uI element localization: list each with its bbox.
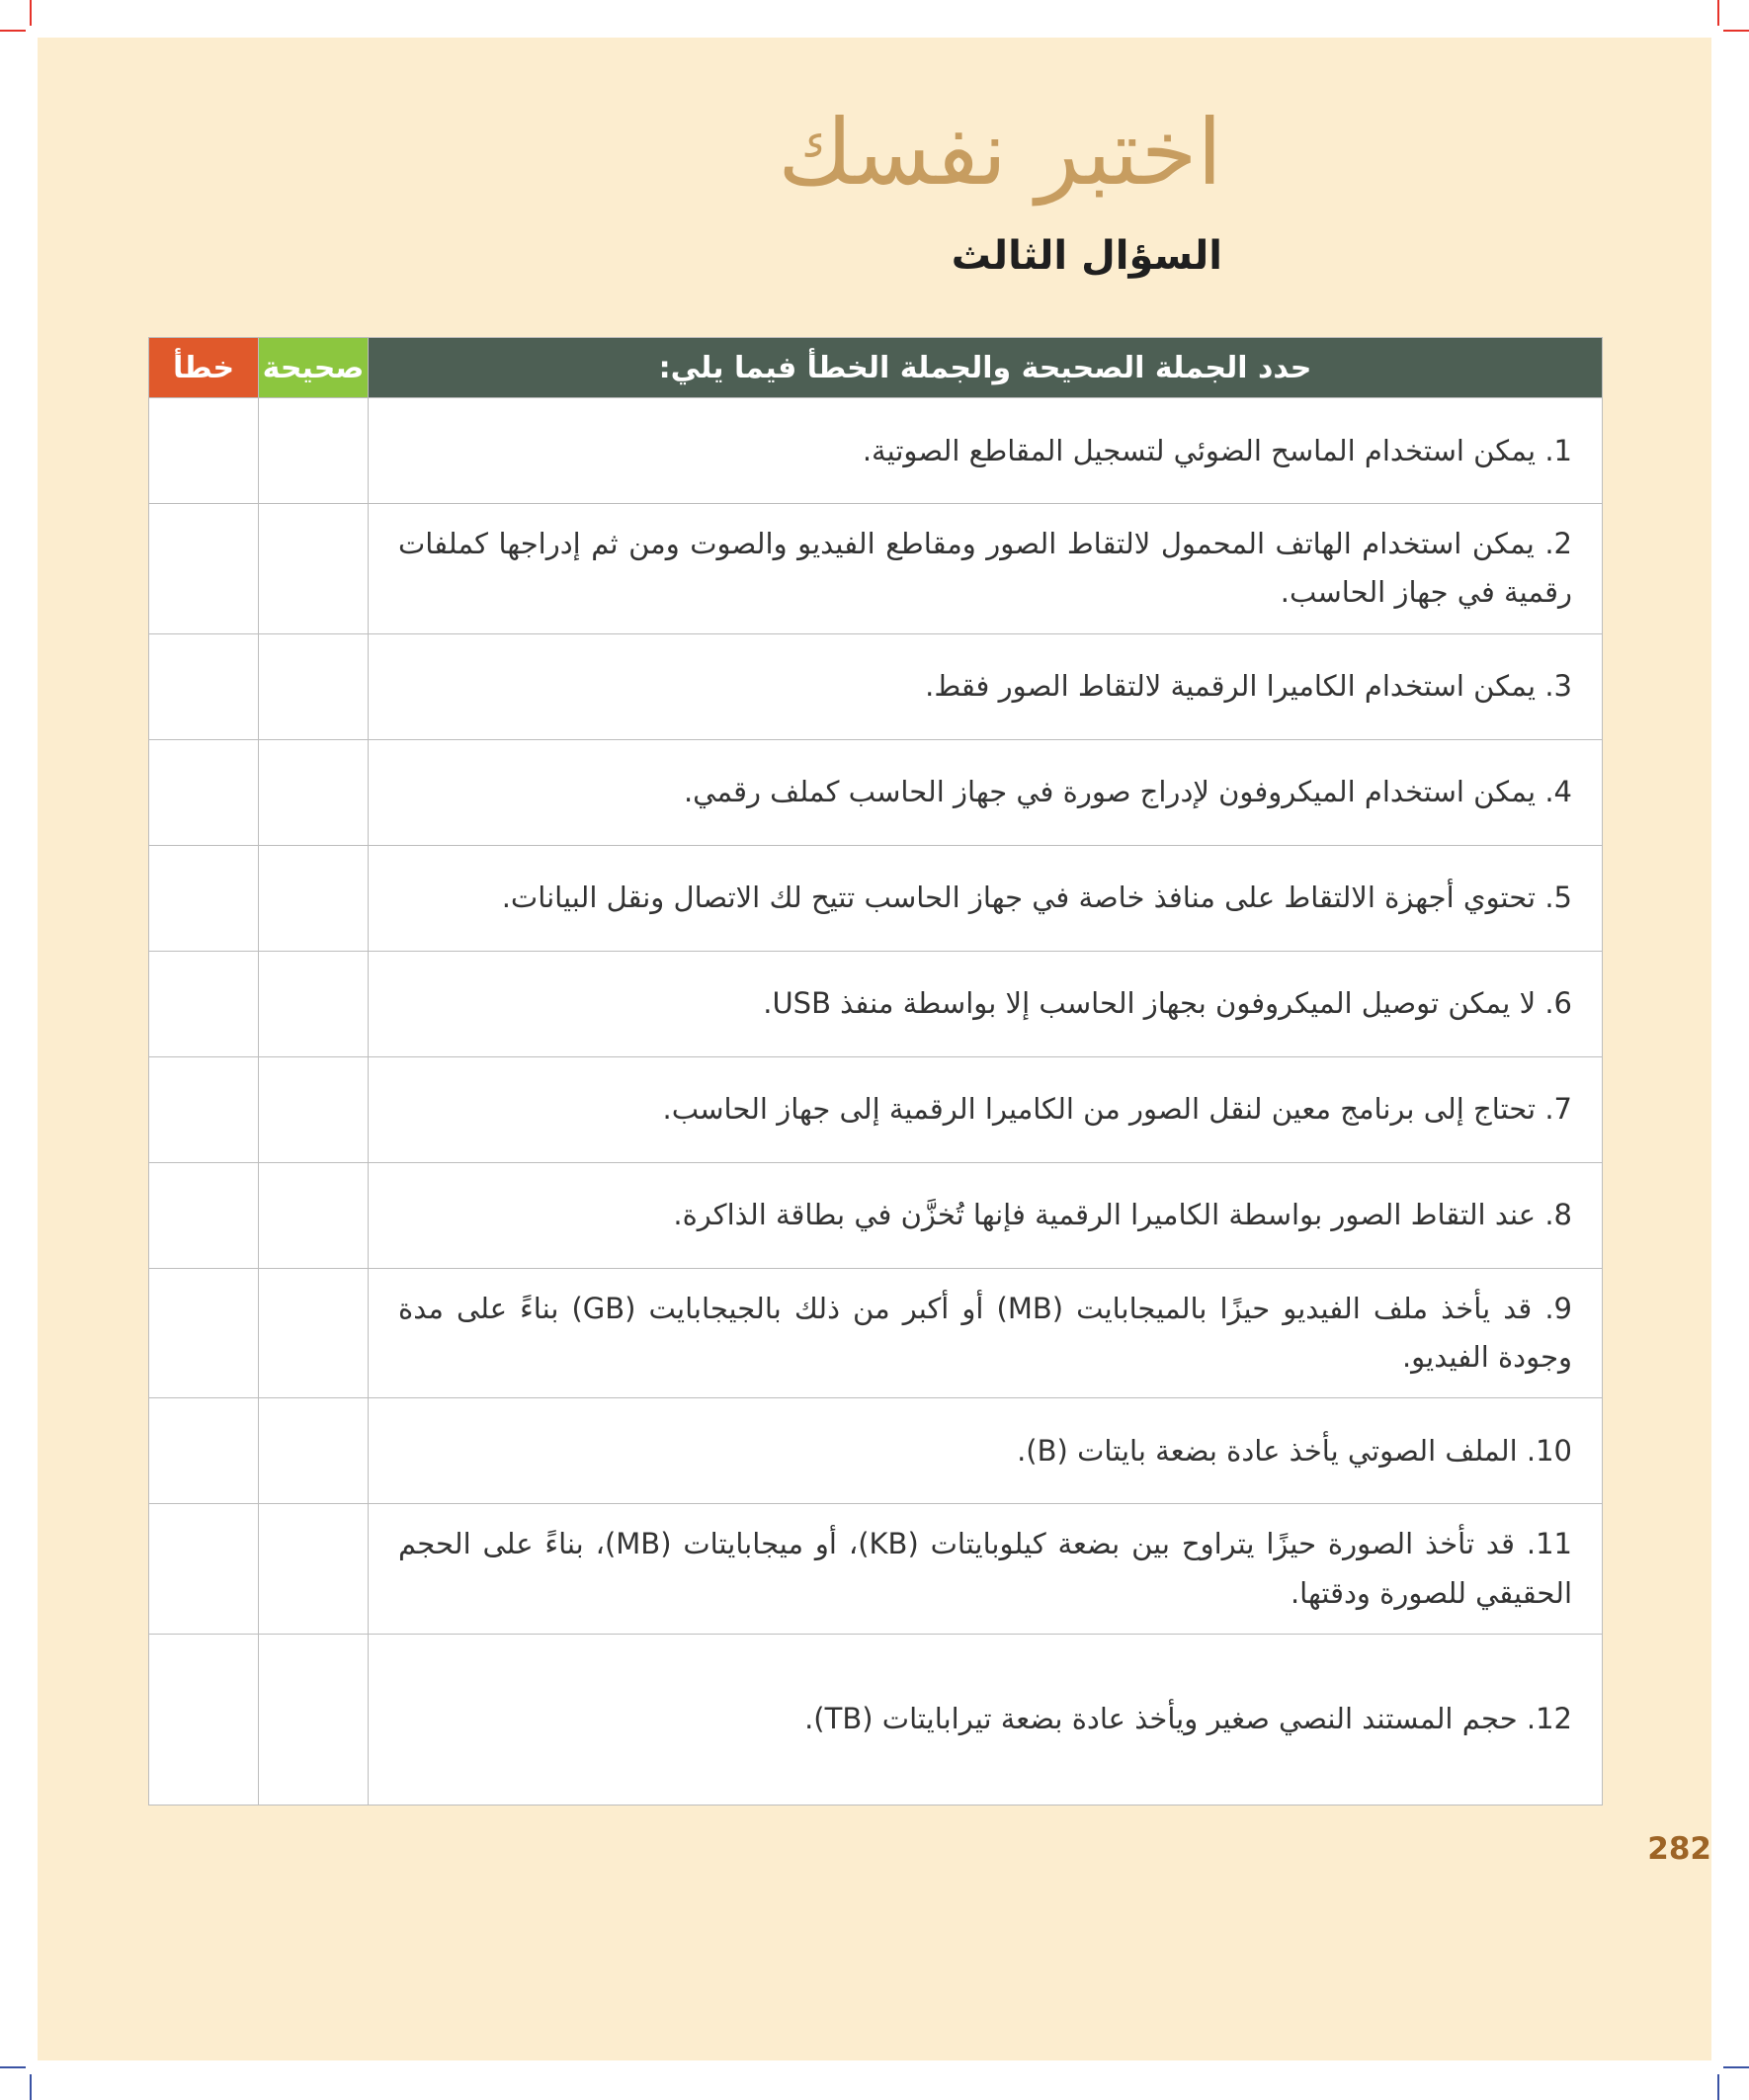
correct-answer-cell[interactable] bbox=[259, 1504, 368, 1634]
statement-cell bbox=[369, 1057, 1602, 1162]
page-title: اختبر نفسك bbox=[778, 100, 1222, 206]
statement-cell bbox=[369, 952, 1602, 1056]
statement-text: 8. عند التقاط الصور بواسطة الكاميرا الرقمية فإنها تُخزَّن في بطاقة الذاكرة. bbox=[673, 1198, 1572, 1232]
wrong-answer-cell[interactable] bbox=[149, 398, 258, 503]
true-false-table bbox=[148, 337, 1603, 1806]
statement-text: 2. يمكن استخدام الهاتف المحمول لالتقاط الصور ومقاطع الفيديو والصوت ومن ثم إدراجها كملفات رقمية في جهاز الحاسب. bbox=[398, 527, 1572, 610]
wrong-answer-cell[interactable] bbox=[149, 634, 258, 739]
correct-answer-cell[interactable] bbox=[259, 504, 368, 633]
crop-mark-top-left-vertical bbox=[30, 0, 32, 26]
statement-text: 11. قد تأخذ الصورة حيزًا يتراوح بين بضعة كيلوبايتات (KB)، أو ميجابايتات (MB)، بناءً على الحجم الحقيقي للصورة ودقتها. bbox=[398, 1527, 1572, 1610]
wrong-answer-cell[interactable] bbox=[149, 1163, 258, 1268]
wrong-answer-cell[interactable] bbox=[149, 952, 258, 1056]
statement-cell bbox=[369, 740, 1602, 845]
wrong-answer-cell[interactable] bbox=[149, 1057, 258, 1162]
headings-block bbox=[38, 38, 1711, 280]
correct-answer-cell[interactable] bbox=[259, 952, 368, 1056]
statement-text: 7. تحتاج إلى برنامج معين لنقل الصور من الكاميرا الرقمية إلى جهاز الحاسب. bbox=[662, 1092, 1572, 1127]
wrong-answer-cell[interactable] bbox=[149, 1504, 258, 1634]
statement-cell bbox=[369, 504, 1602, 633]
correct-answer-cell[interactable] bbox=[259, 634, 368, 739]
wrong-answer-cell[interactable] bbox=[149, 504, 258, 633]
wrong-header-cell: خطأ bbox=[149, 338, 258, 397]
statement-text: 9. قد يأخذ ملف الفيديو حيزًا بالميجابايت (MB) أو أكبر من ذلك بالجيجابايت (GB) بناءً على مدة وجودة الفيديو. bbox=[398, 1291, 1572, 1375]
statement-text: 3. يمكن استخدام الكاميرا الرقمية لالتقاط الصور فقط. bbox=[925, 669, 1572, 704]
statement-text: 4. يمكن استخدام الميكروفون لإدراج صورة في جهاز الحاسب كملف رقمي. bbox=[683, 775, 1572, 809]
correct-header-cell: صحيحة bbox=[259, 338, 368, 397]
correct-answer-cell[interactable] bbox=[259, 1269, 368, 1398]
correct-answer-cell[interactable] bbox=[259, 1163, 368, 1268]
statement-text: 1. يمكن استخدام الماسح الضوئي لتسجيل المقاطع الصوتية. bbox=[862, 433, 1572, 467]
correct-answer-cell[interactable] bbox=[259, 398, 368, 503]
crop-mark-top-right-horizontal bbox=[1723, 30, 1749, 32]
crop-mark-top-left-horizontal bbox=[0, 30, 26, 32]
page-footer bbox=[38, 1831, 1711, 1867]
crop-mark-top-right-vertical bbox=[1717, 0, 1719, 26]
correct-answer-cell[interactable] bbox=[259, 846, 368, 951]
crop-mark-bottom-right-horizontal bbox=[1723, 2066, 1749, 2068]
statement-text: 10. الملف الصوتي يأخذ عادة بضعة بايتات (B). bbox=[1017, 1433, 1572, 1468]
statement-cell bbox=[369, 846, 1602, 951]
statement-cell bbox=[369, 1269, 1602, 1398]
statement-cell bbox=[369, 398, 1602, 503]
statement-cell bbox=[369, 1635, 1602, 1805]
correct-answer-cell[interactable] bbox=[259, 1635, 368, 1805]
wrong-answer-cell[interactable] bbox=[149, 1269, 258, 1398]
wrong-answer-cell[interactable] bbox=[149, 1398, 258, 1503]
statement-cell bbox=[369, 634, 1602, 739]
statement-header-cell: حدد الجملة الصحيحة والجملة الخطأ فيما يلي: bbox=[369, 338, 1602, 397]
statement-text: 6. لا يمكن توصيل الميكروفون بجهاز الحاسب إلا بواسطة منفذ USB. bbox=[763, 986, 1572, 1021]
crop-mark-bottom-left-vertical bbox=[30, 2074, 32, 2100]
page-number: 282 bbox=[1647, 1830, 1711, 1867]
wrong-answer-cell[interactable] bbox=[149, 846, 258, 951]
textbook-page bbox=[38, 38, 1711, 2060]
section-subtitle: السؤال الثالث bbox=[951, 233, 1222, 280]
crop-mark-bottom-left-horizontal bbox=[0, 2066, 26, 2068]
correct-answer-cell[interactable] bbox=[259, 1398, 368, 1503]
statement-text: 5. تحتوي أجهزة الالتقاط على منافذ خاصة في جهاز الحاسب تتيح لك الاتصال ونقل البيانات. bbox=[501, 881, 1572, 915]
statement-cell bbox=[369, 1504, 1602, 1634]
statement-cell bbox=[369, 1398, 1602, 1503]
crop-mark-bottom-right-vertical bbox=[1717, 2074, 1719, 2100]
correct-answer-cell[interactable] bbox=[259, 1057, 368, 1162]
correct-answer-cell[interactable] bbox=[259, 740, 368, 845]
statement-text: 12. حجم المستند النصي صغير ويأخذ عادة بضعة تيرابايتات (TB). bbox=[804, 1702, 1572, 1736]
statement-cell bbox=[369, 1163, 1602, 1268]
wrong-answer-cell[interactable] bbox=[149, 740, 258, 845]
wrong-answer-cell[interactable] bbox=[149, 1635, 258, 1805]
